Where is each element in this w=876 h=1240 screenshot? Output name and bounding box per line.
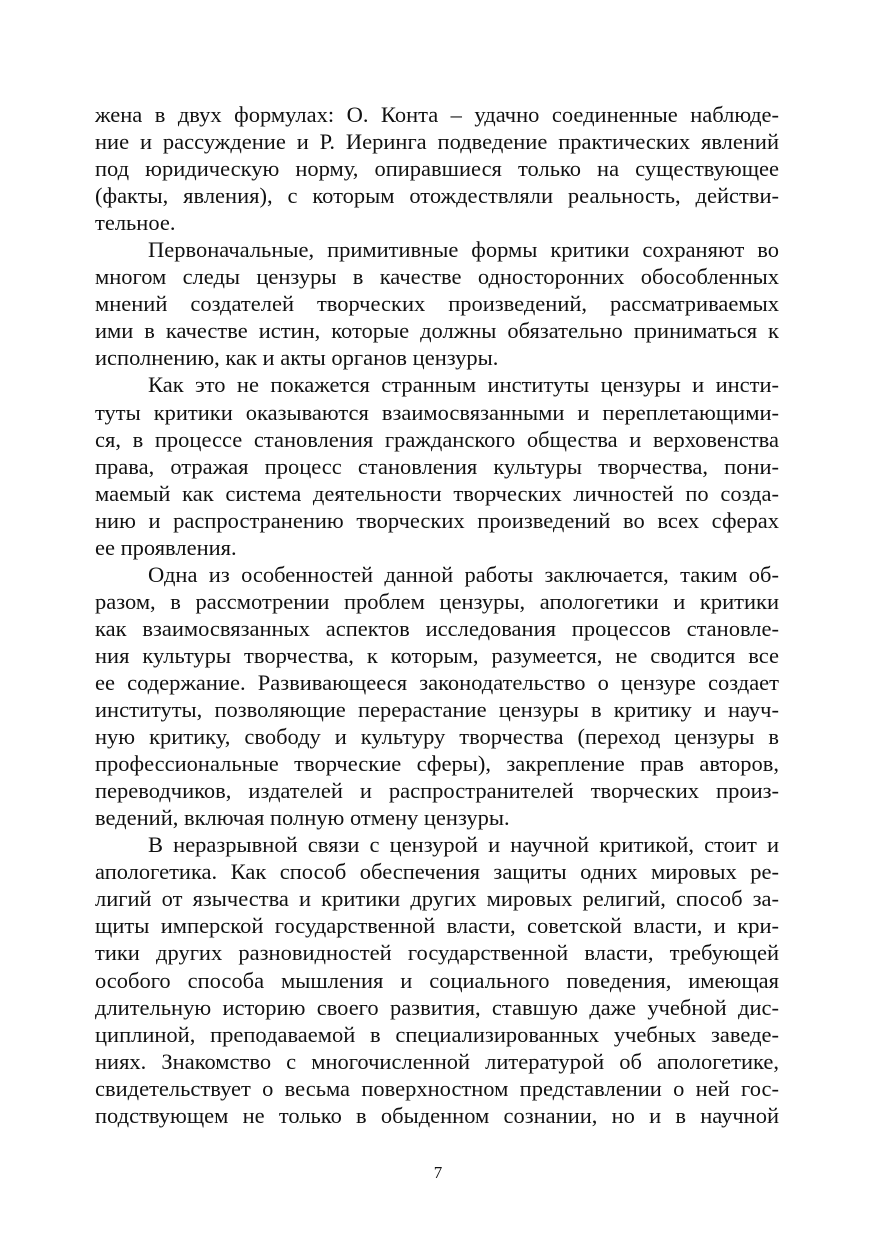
text-line: циплиной, преподаваемой в специализированных учебных заведе- — [95, 1021, 779, 1047]
text-line: В неразрывной связи с цензурой и научной критикой, стоит и — [148, 832, 779, 858]
text-line: подствующем не только в обыденном сознании, но и в научной — [95, 1102, 779, 1128]
text-line: Первоначальные, примитивные формы критики сохраняют во — [148, 237, 779, 263]
text-line: институты, позволяющие перерастание цензуры в критику и науч- — [95, 697, 779, 723]
text-line: под юридическую норму, опиравшиеся только на существующее — [95, 156, 779, 182]
text-line: многом следы цензуры в качестве односторонних обособленных — [95, 264, 779, 290]
page-body — [95, 101, 779, 1129]
text-line: туты критики оказываются взаимосвязанными и переплетающими- — [95, 399, 779, 425]
text-line: исполнению, как и акты органов цензуры. — [95, 345, 499, 371]
text-line: тельное. — [95, 210, 176, 236]
text-line: Одна из особенностей данной работы заключается, таким об- — [148, 561, 779, 587]
text-line: маемый как система деятельности творческих личностей по созда- — [95, 480, 779, 506]
text-line: ими в качестве истин, которые должны обязательно приниматься к — [95, 318, 779, 344]
text-line: Как это не покажется странным институты цензуры и инсти- — [148, 372, 779, 398]
text-line: тики других разновидностей государственной власти, требующей — [95, 940, 779, 966]
text-line: как взаимосвязанных аспектов исследования процессов становле- — [95, 615, 779, 641]
text-line: щиты имперской государственной власти, советской власти, и кри- — [95, 913, 779, 939]
text-line: разом, в рассмотрении проблем цензуры, апологетики и критики — [95, 588, 779, 614]
text-line: свидетельствует о весьма поверхностном представлении о ней гос- — [95, 1075, 779, 1101]
text-line: особого способа мышления и социального поведения, имеющая — [95, 967, 779, 993]
text-line: длительную историю своего развития, ставшую даже учебной дис- — [95, 994, 779, 1020]
text-line: нию и распространению творческих произведений во всех сферах — [95, 507, 779, 533]
paragraph-4 — [95, 561, 779, 831]
text-line: ниях. Знакомство с многочисленной литературой об апологетике, — [95, 1048, 779, 1074]
text-line: переводчиков, издателей и распространителей творческих произ- — [95, 778, 779, 804]
paragraph-5 — [95, 831, 779, 1129]
paragraph-1 — [95, 101, 779, 236]
paragraph-2 — [95, 236, 779, 371]
text-line: ния культуры творчества, к которым, разумеется, не сводится все — [95, 642, 779, 668]
text-line: ную критику, свободу и культуру творчества (переход цензуры в — [95, 724, 779, 750]
text-line: права, отражая процесс становления культуры творчества, пони- — [95, 453, 779, 479]
text-line: лигий от язычества и критики других мировых религий, способ за- — [95, 886, 779, 912]
text-line: ведений, включая полную отмену цензуры. — [95, 805, 510, 831]
text-line: профессиональные творческие сферы), закрепление прав авторов, — [95, 751, 779, 777]
text-line: мнений создателей творческих произведений, рассматриваемых — [95, 291, 779, 317]
text-line: жена в двух формулах: О. Конта – удачно соединенные наблюде- — [95, 102, 779, 127]
text-line: ся, в процессе становления гражданского общества и верховенства — [95, 426, 779, 452]
paragraph-3 — [95, 371, 779, 560]
page-number: 7 — [433, 1163, 443, 1182]
text-line: ние и рассуждение и Р. Иеринга подведение практических явлений — [95, 129, 779, 155]
text-line: ее проявления. — [95, 534, 237, 560]
text-line: ее содержание. Развивающееся законодательство о цензуре создает — [95, 669, 779, 695]
text-line: апологетика. Как способ обеспечения защиты одних мировых ре- — [95, 859, 779, 885]
text-line: (факты, явления), с которым отождествляли реальность, действи- — [95, 183, 779, 209]
